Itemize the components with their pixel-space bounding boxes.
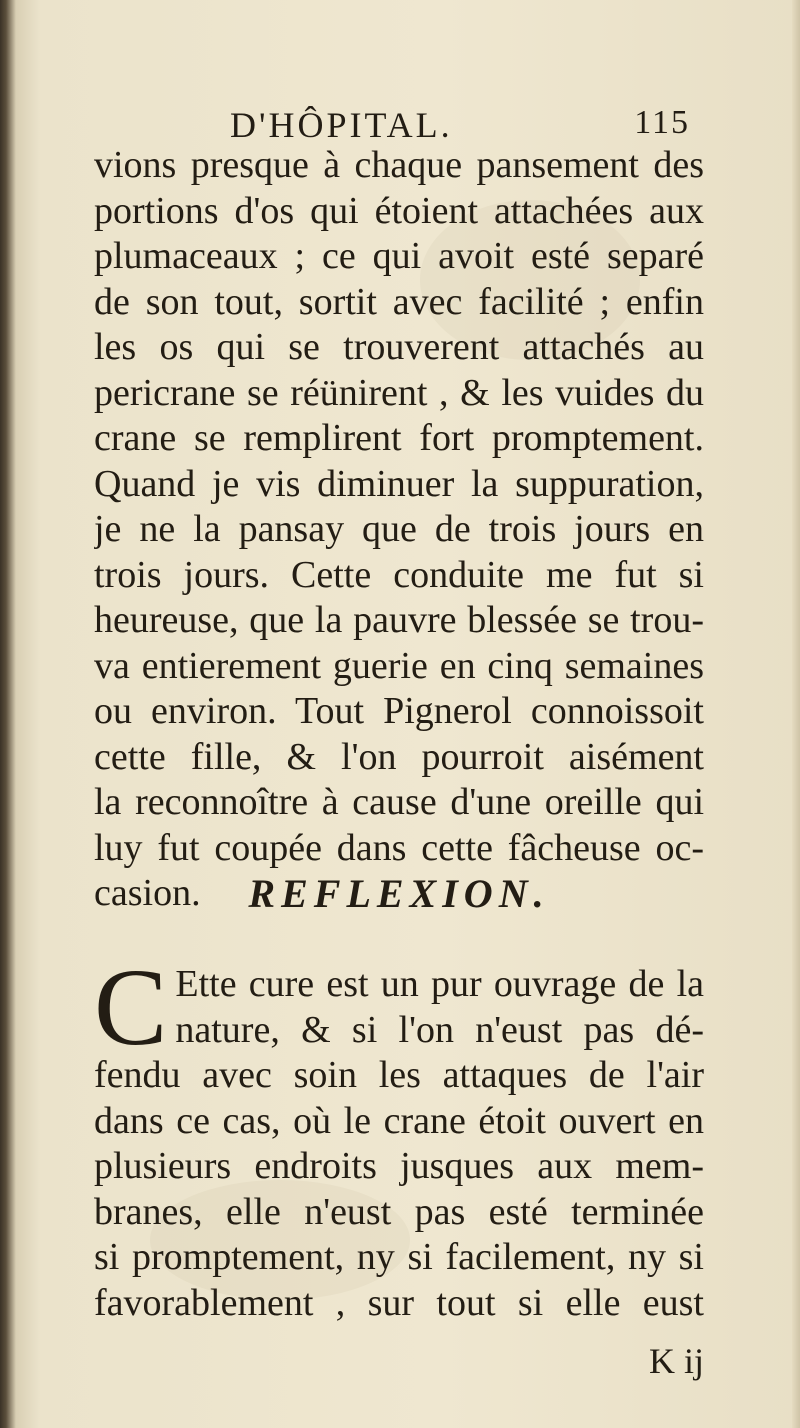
text-line: plumaceaux ; ce qui avoit esté separé <box>94 235 704 277</box>
text-line: cette fille, & l'on pourroit aisément <box>94 735 704 778</box>
reflexion-paragraph <box>94 946 704 1326</box>
text-line: crane se remplirent fort promptement. <box>94 417 704 459</box>
text-line: Quand je vis diminuer la suppuration, <box>94 462 704 505</box>
text-line: nature, & si l'on n'eust pas dé- <box>175 1008 704 1051</box>
text-line: la reconnoître à cause d'une oreille qui <box>94 781 704 823</box>
text-line: vions presque à chaque pansement des <box>94 144 704 186</box>
section-title: REFLEXION. <box>248 871 550 916</box>
text-line: dans ce cas, où le crane étoit ouvert en <box>94 1099 704 1142</box>
text-line: plusieurs endroits jusques aux mem- <box>94 1145 704 1187</box>
text-line: casion. <box>94 872 201 914</box>
drop-cap: C <box>94 946 168 1068</box>
text-line: Ette cure est un pur ouvrage de la <box>175 963 704 1005</box>
text-line: heureuse, que la pauvre blessée se trou- <box>94 599 704 641</box>
text-line: branes, elle n'eust pas esté terminée <box>94 1190 704 1233</box>
catchword-signature: K ij <box>648 1341 704 1381</box>
text-line: trois jours. Cette conduite me fut si <box>94 553 704 596</box>
text-line: ou environ. Tout Pignerol connoissoit <box>94 690 704 732</box>
text-line: je ne la pansay que de trois jours en <box>94 508 704 550</box>
text-line: fendu avec soin les attaques de l'air <box>94 1054 704 1096</box>
text-line: luy fut coupée dans cette fâcheuse oc- <box>94 826 704 869</box>
text-line: pericrane se réünirent , & les vuides du <box>94 371 704 414</box>
paragraph-1 <box>94 143 704 917</box>
text-line: de son tout, sortit avec facilité ; enfin <box>94 280 704 323</box>
page-edge <box>792 0 800 1428</box>
text-line: si promptement, ny si facilement, ny si <box>94 1236 704 1278</box>
text-line: les os qui se trouverent attachés au <box>94 326 704 368</box>
running-head: D'HÔPITAL. <box>230 105 453 145</box>
text-line: favorablement , sur tout si elle eust <box>94 1281 704 1324</box>
page-number: 115 <box>634 104 690 141</box>
text-line: va entierement guerie en cinq semaines <box>94 644 704 687</box>
text-line: portions d'os qui étoient attachées aux <box>94 189 704 232</box>
page-header <box>230 104 690 144</box>
